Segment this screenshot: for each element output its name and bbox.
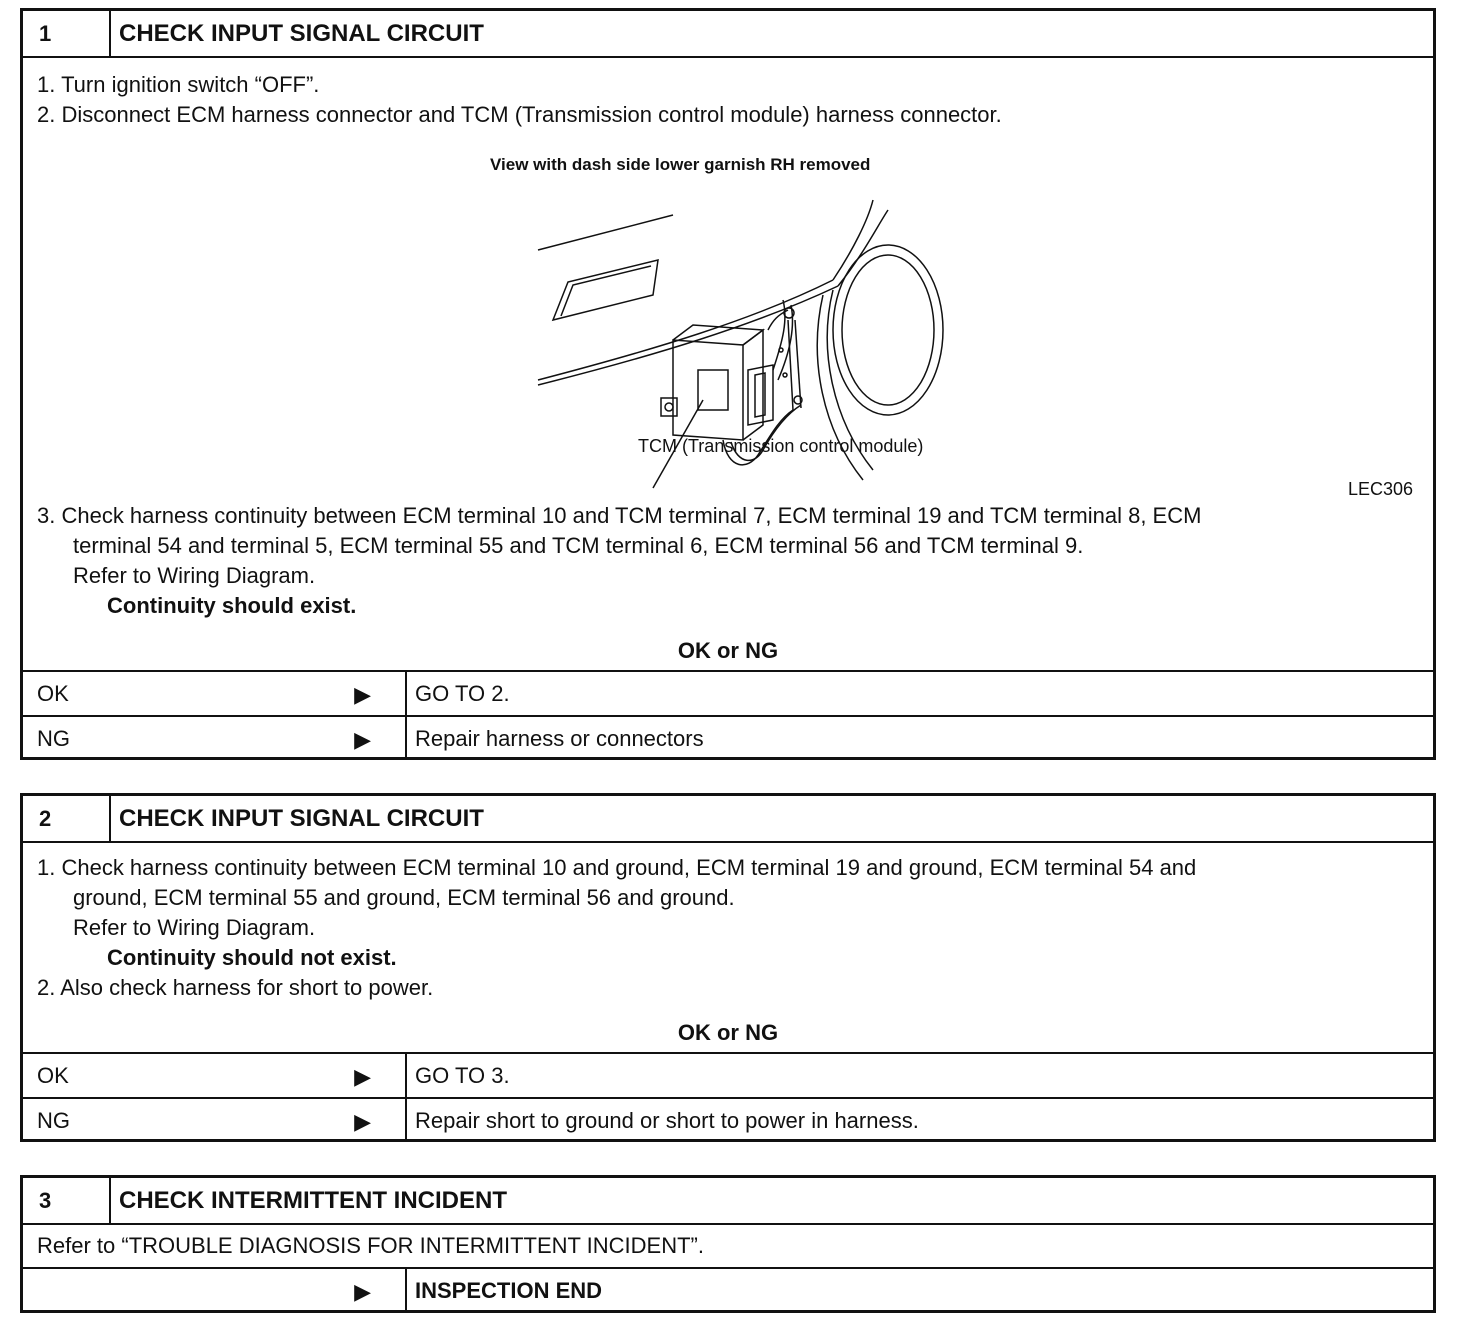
step-3-text: Refer to “TROUBLE DIAGNOSIS FOR INTERMITTENT INCIDENT”. bbox=[37, 1233, 704, 1258]
step-3-box bbox=[20, 1175, 1436, 1313]
result-label: NG bbox=[37, 1107, 70, 1133]
arrow-right-icon: ▶ bbox=[354, 1064, 371, 1089]
step-2-line-3: Refer to Wiring Diagram. bbox=[73, 915, 316, 940]
step-2-title: CHECK INPUT SIGNAL CIRCUIT bbox=[119, 804, 484, 832]
step-1-ok-or-ng: OK or NG bbox=[677, 638, 779, 663]
arrow-right-icon: ▶ bbox=[354, 682, 371, 707]
step-3-number: 3 bbox=[23, 1178, 111, 1223]
arrow-right-icon: ▶ bbox=[354, 1279, 371, 1304]
step-2-number: 2 bbox=[23, 796, 111, 841]
step-1-number: 1 bbox=[23, 11, 111, 56]
result-action: Repair short to ground or short to power in harness. bbox=[415, 1107, 919, 1133]
step-2-ok-or-ng: OK or NG bbox=[677, 1020, 779, 1045]
step-1-result-ng bbox=[23, 715, 1433, 760]
step-2-box bbox=[20, 793, 1436, 1142]
result-action: Repair harness or connectors bbox=[415, 725, 704, 751]
figure-caption: View with dash side lower garnish RH removed bbox=[490, 155, 871, 174]
step-3-title: CHECK INTERMITTENT INCIDENT bbox=[119, 1186, 507, 1214]
step-1-box bbox=[20, 8, 1436, 760]
step-1-header bbox=[23, 11, 1433, 58]
result-label: NG bbox=[37, 725, 70, 751]
step-2-result-ok bbox=[23, 1052, 1433, 1097]
step-1-result-ok bbox=[23, 670, 1433, 715]
arrow-right-icon: ▶ bbox=[354, 727, 371, 752]
result-label: OK bbox=[37, 680, 69, 706]
step-3-header bbox=[23, 1178, 1433, 1225]
step-3-content bbox=[23, 1225, 1433, 1267]
result-action: GO TO 3. bbox=[415, 1062, 510, 1088]
step-2-content bbox=[23, 843, 1433, 1052]
step-1-title: CHECK INPUT SIGNAL CIRCUIT bbox=[119, 19, 484, 47]
step-2-line-2: ground, ECM terminal 55 and ground, ECM terminal 56 and ground. bbox=[73, 885, 735, 910]
result-action: INSPECTION END bbox=[415, 1277, 603, 1303]
figure-code: LEC306 bbox=[1348, 479, 1414, 499]
step-1-line-6: Continuity should exist. bbox=[107, 593, 357, 618]
step-2-line-5: 2. Also check harness for short to power. bbox=[37, 975, 434, 1000]
arrow-right-icon: ▶ bbox=[354, 1109, 371, 1134]
step-2-result-ng bbox=[23, 1097, 1433, 1142]
step-2-line-1: 1. Check harness continuity between ECM terminal 10 and ground, ECM terminal 19 and ground, ECM terminal 54 and bbox=[37, 855, 1197, 880]
figure-callout: TCM (Transmission control module) bbox=[638, 436, 924, 456]
step-1-line-5: Refer to Wiring Diagram. bbox=[73, 563, 316, 588]
step-1-line-1: 1. Turn ignition switch “OFF”. bbox=[37, 72, 320, 97]
step-1-line-2: 2. Disconnect ECM harness connector and TCM (Transmission control module) harness connector. bbox=[37, 102, 1002, 127]
step-1-line-3: 3. Check harness continuity between ECM terminal 10 and TCM terminal 7, ECM terminal 19 and TCM terminal 8, ECM bbox=[37, 503, 1202, 528]
result-action: GO TO 2. bbox=[415, 680, 510, 706]
result-label: OK bbox=[37, 1062, 69, 1088]
step-3-result bbox=[23, 1267, 1433, 1312]
step-2-header bbox=[23, 796, 1433, 843]
step-1-content bbox=[23, 58, 1433, 670]
step-2-line-4: Continuity should not exist. bbox=[107, 945, 397, 970]
step-1-line-4: terminal 54 and terminal 5, ECM terminal 55 and TCM terminal 6, ECM terminal 56 and TCM terminal 9. bbox=[73, 533, 1084, 558]
